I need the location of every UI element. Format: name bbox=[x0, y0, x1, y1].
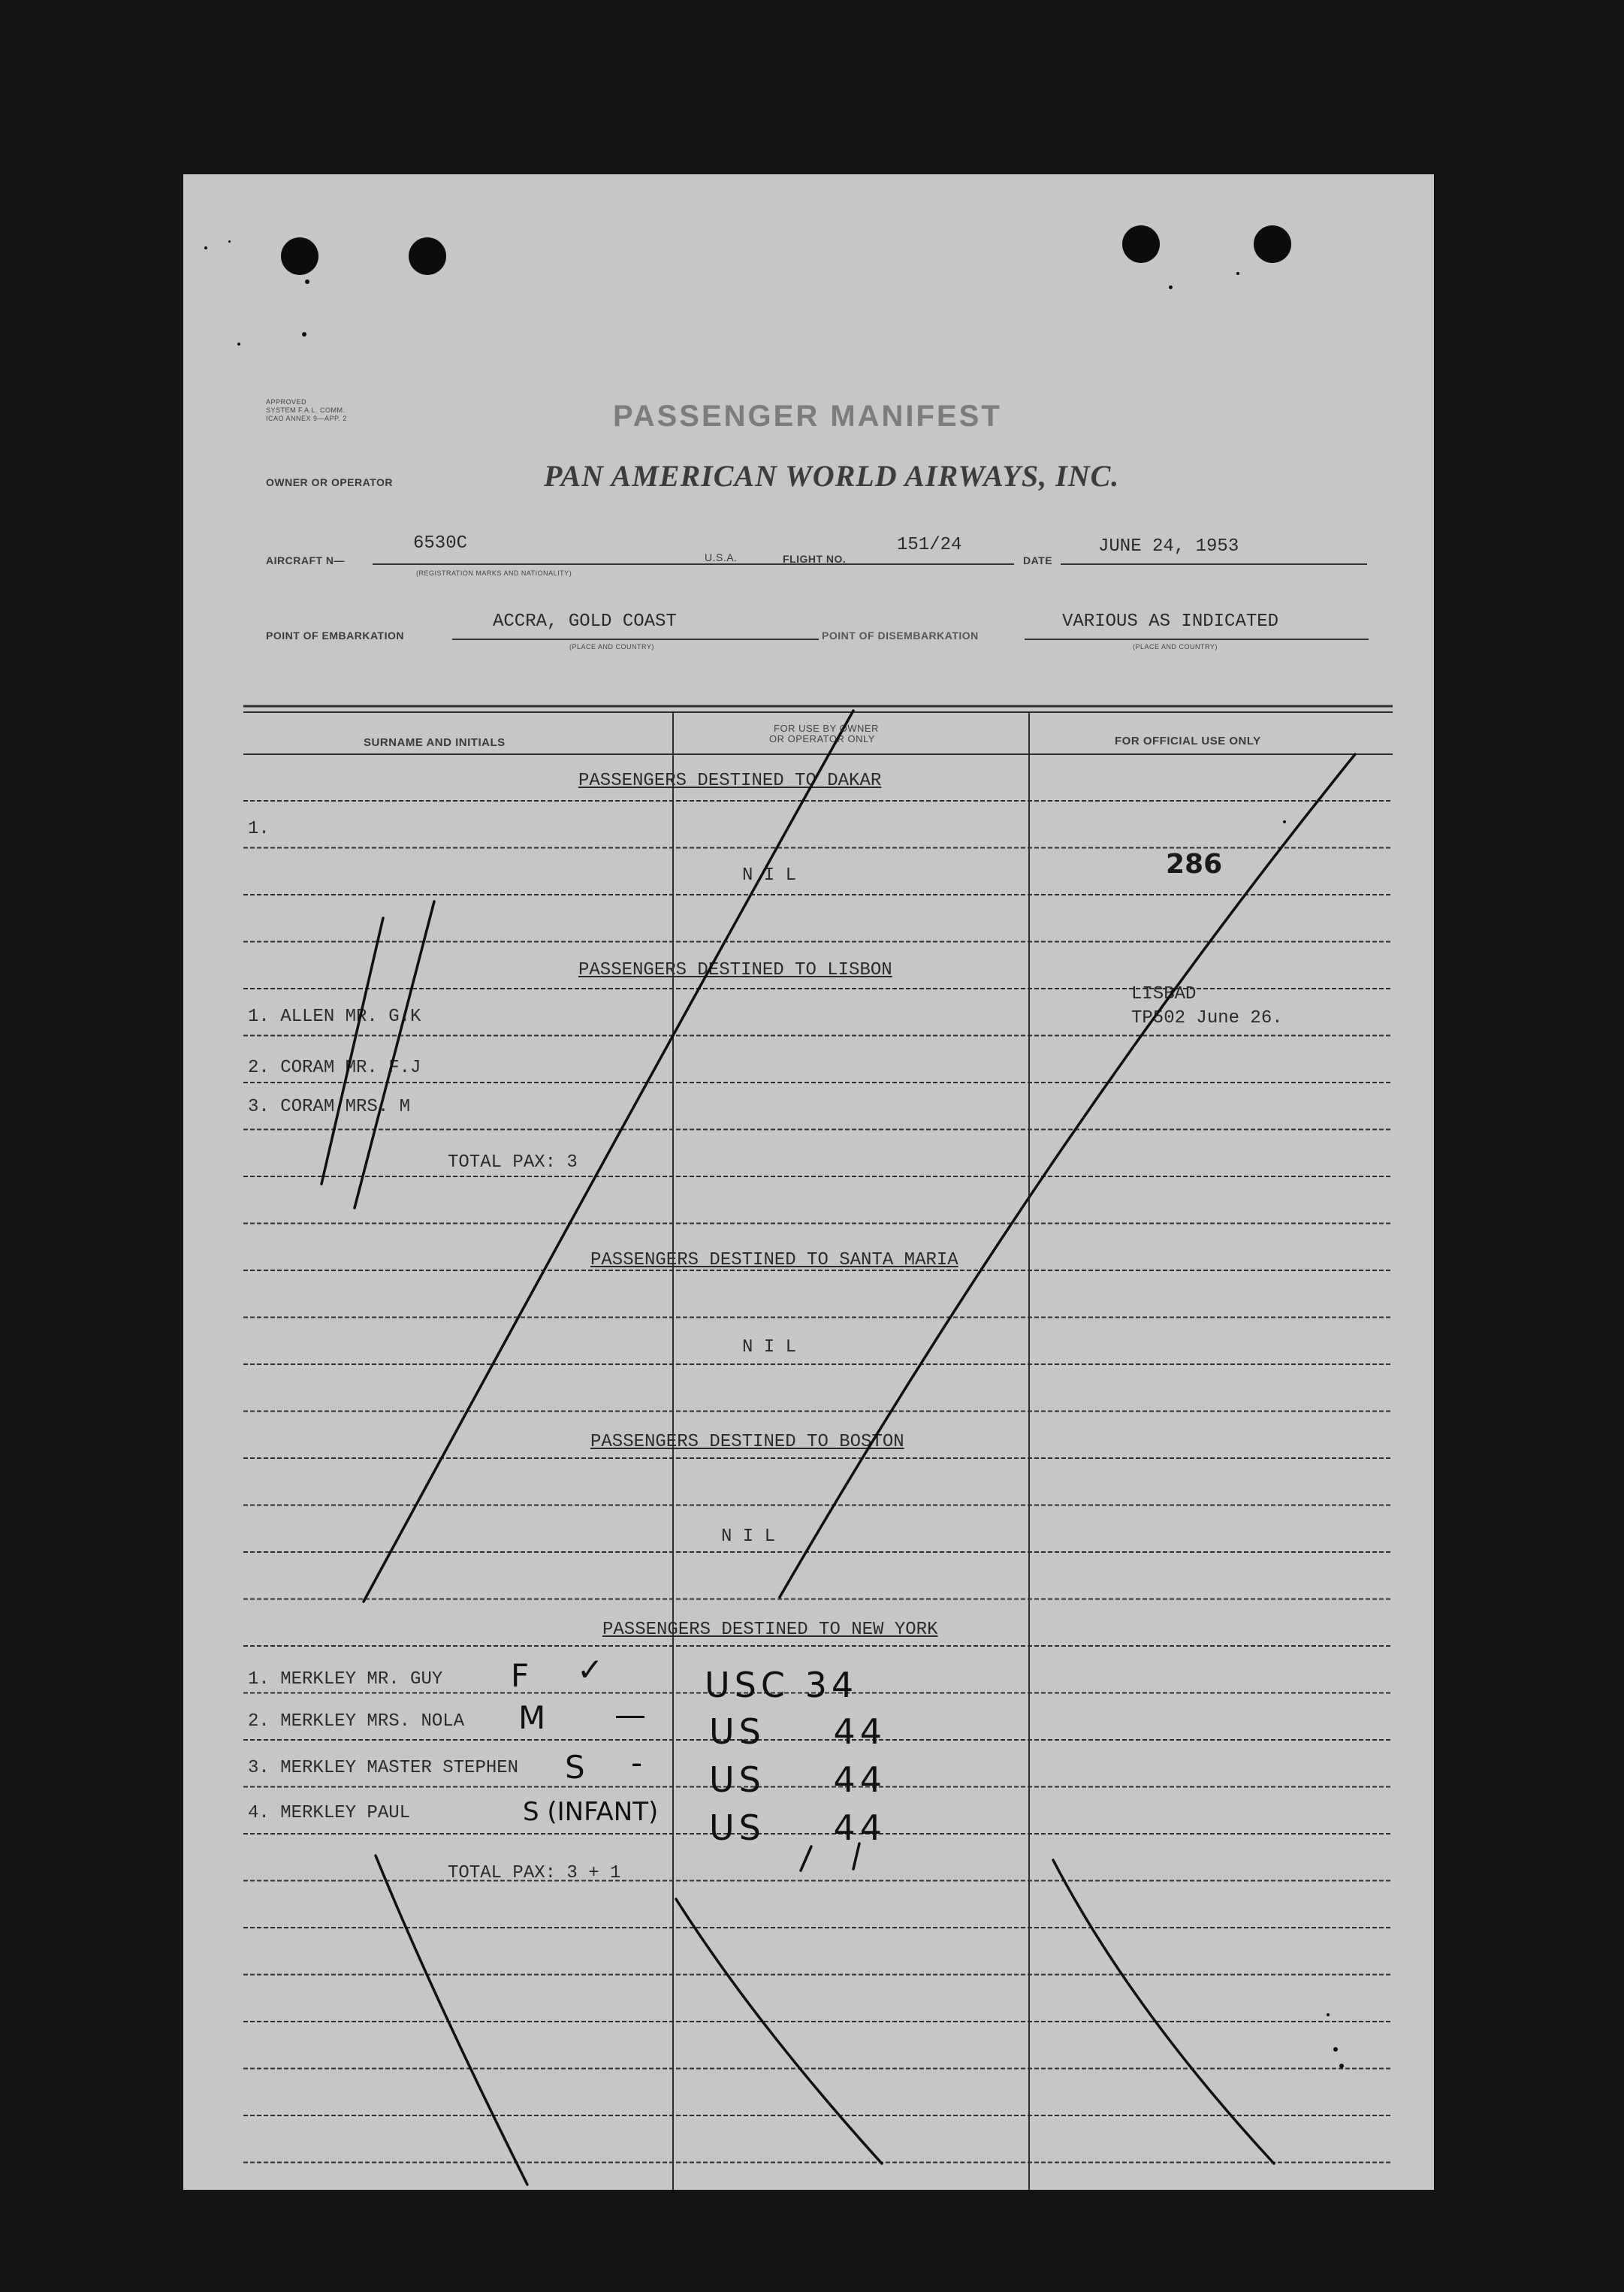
col-header-operator: FOR USE BY OWNER bbox=[774, 723, 879, 734]
ink-speck bbox=[302, 332, 306, 337]
lisbon-total: TOTAL PAX: 3 bbox=[448, 1152, 578, 1173]
ink-speck bbox=[1236, 272, 1239, 275]
form-title: PASSENGER MANIFEST bbox=[613, 400, 1002, 433]
company-name: PAN AMERICAN WORLD AIRWAYS, INC. bbox=[544, 459, 1120, 493]
lisbon-passenger: 2. CORAM MR. F.J bbox=[248, 1058, 421, 1078]
disembark-label: POINT OF DISEMBARKATION bbox=[822, 630, 979, 642]
manifest-page bbox=[183, 174, 1434, 2190]
date-value: JUNE 24, 1953 bbox=[1098, 536, 1239, 557]
ink-speck bbox=[237, 343, 240, 346]
owner-label: OWNER OR OPERATOR bbox=[266, 476, 393, 488]
flight-label: FLIGHT NO. bbox=[783, 553, 847, 565]
approval-line: APPROVED bbox=[266, 398, 307, 406]
date-label: DATE bbox=[1023, 554, 1053, 566]
lisbon-official-note: TP502 June 26. bbox=[1131, 1008, 1283, 1028]
lisbon-passenger: 1. ALLEN MR. G.K bbox=[248, 1007, 421, 1027]
col-header-surname: SURNAME AND INITIALS bbox=[364, 736, 506, 749]
place-caption: (PLACE AND COUNTRY) bbox=[569, 643, 654, 651]
ink-speck bbox=[228, 240, 231, 243]
date-underline bbox=[1061, 563, 1367, 565]
col-header-operator: OR OPERATOR ONLY bbox=[769, 733, 875, 744]
disembark-value: VARIOUS AS INDICATED bbox=[1062, 612, 1279, 632]
ny-passenger-tick: ✓ bbox=[577, 1651, 604, 1688]
ny-passenger-nationality: US 44 bbox=[709, 1807, 887, 1848]
santa-maria-nil: N I L bbox=[742, 1337, 797, 1357]
punch-hole bbox=[1254, 225, 1291, 263]
ny-passenger-nationality: US 44 bbox=[709, 1711, 887, 1752]
ny-passenger-name: 1. MERKLEY MR. GUY bbox=[248, 1669, 443, 1690]
ny-passenger-mark: S (INFANT) bbox=[523, 1797, 659, 1827]
official-stamp-number: 286 bbox=[1166, 849, 1223, 880]
punch-hole bbox=[409, 237, 446, 275]
ink-speck bbox=[204, 246, 207, 249]
aircraft-label: AIRCRAFT N— bbox=[266, 554, 346, 566]
section-heading-santa-maria: PASSENGERS DESTINED TO SANTA MARIA bbox=[590, 1250, 958, 1270]
ny-passenger-name: 4. MERKLEY PAUL bbox=[248, 1803, 411, 1823]
ink-speck bbox=[1169, 285, 1173, 289]
ny-passenger-name: 2. MERKLEY MRS. NOLA bbox=[248, 1711, 465, 1732]
ny-passenger-mark: F bbox=[511, 1657, 530, 1694]
ny-passenger-mark: M bbox=[518, 1699, 546, 1736]
ny-passenger-name: 3. MERKLEY MASTER STEPHEN bbox=[248, 1758, 519, 1778]
embark-underline bbox=[452, 639, 819, 640]
disembark-underline bbox=[1025, 639, 1369, 640]
section-heading-boston: PASSENGERS DESTINED TO BOSTON bbox=[590, 1432, 904, 1452]
col-header-official: FOR OFFICIAL USE ONLY bbox=[1115, 735, 1261, 747]
punch-hole bbox=[1122, 225, 1160, 263]
ny-passenger-nationality: US 44 bbox=[709, 1759, 887, 1800]
dakar-row-number: 1. bbox=[248, 819, 270, 839]
boston-nil: N I L bbox=[721, 1526, 776, 1547]
ny-passenger-mark: S bbox=[565, 1749, 585, 1786]
section-heading-new-york: PASSENGERS DESTINED TO NEW YORK bbox=[602, 1620, 938, 1640]
ny-passenger-tick: - bbox=[631, 1744, 643, 1781]
flight-underline bbox=[871, 563, 1014, 565]
dakar-nil: N I L bbox=[742, 865, 797, 886]
lisbon-official-note: LISBAD bbox=[1131, 984, 1197, 1004]
place-caption: (PLACE AND COUNTRY) bbox=[1133, 643, 1218, 651]
section-heading-dakar: PASSENGERS DESTINED TO DAKAR bbox=[578, 771, 882, 791]
ny-passenger-tick: — bbox=[614, 1696, 646, 1733]
section-heading-lisbon: PASSENGERS DESTINED TO LISBON bbox=[578, 960, 892, 980]
punch-hole bbox=[281, 237, 318, 275]
embark-label: POINT OF EMBARKATION bbox=[266, 630, 404, 642]
flight-value: 151/24 bbox=[897, 535, 962, 555]
approval-line: ICAO ANNEX 9—APP. 2 bbox=[266, 415, 347, 422]
ink-speck bbox=[305, 279, 309, 284]
usa-label: U.S.A. bbox=[705, 551, 738, 563]
ny-passenger-nationality: USC 34 bbox=[705, 1665, 859, 1705]
embark-value: ACCRA, GOLD COAST bbox=[493, 612, 677, 632]
ny-total: TOTAL PAX: 3 + 1 bbox=[448, 1863, 621, 1883]
aircraft-value: 6530C bbox=[413, 533, 468, 554]
lisbon-passenger: 3. CORAM MRS. M bbox=[248, 1097, 411, 1117]
registration-caption: (REGISTRATION MARKS AND NATIONALITY) bbox=[416, 569, 572, 577]
approval-line: SYSTEM F.A.L. COMM. bbox=[266, 406, 346, 414]
